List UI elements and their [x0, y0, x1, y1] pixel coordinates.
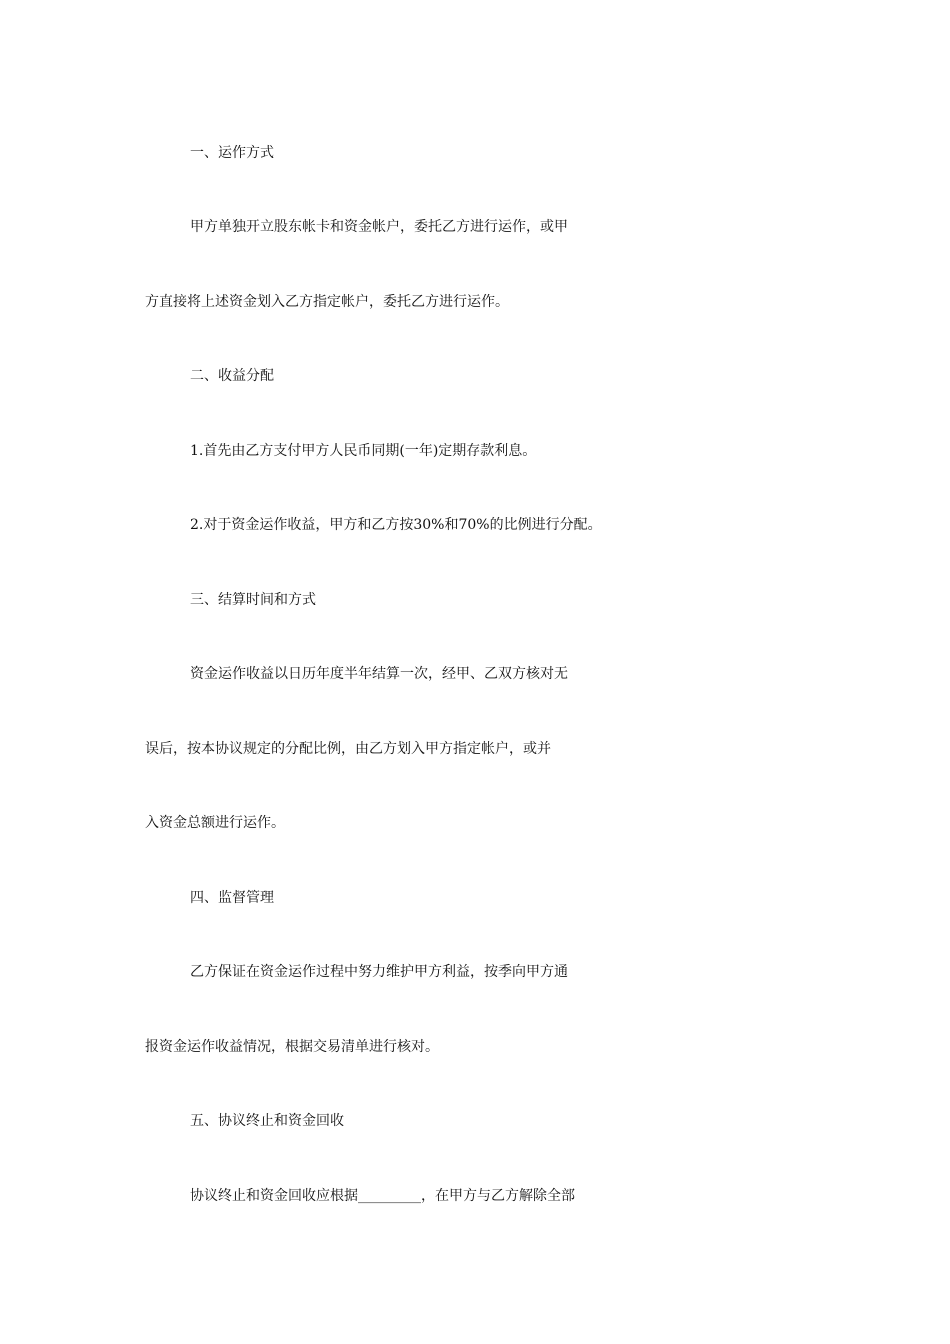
- paragraph-line: 1.首先由乙方支付甲方人民币同期(一年)定期存款利息。: [190, 443, 537, 459]
- paragraph-line: 2.对于资金运作收益，甲方和乙方按30%和70%的比例进行分配。: [190, 517, 602, 533]
- paragraph-text-before-blank: 协议终止和资金回收应根据: [190, 1188, 358, 1204]
- section-heading-3: 三、结算时间和方式: [190, 592, 316, 608]
- paragraph-line: 乙方保证在资金运作过程中努力维护甲方利益，按季向甲方通: [190, 964, 568, 980]
- paragraph-line: 方直接将上述资金划入乙方指定帐户，委托乙方进行运作。: [145, 294, 509, 310]
- paragraph-line: 甲方单独开立股东帐卡和资金帐户，委托乙方进行运作，或甲: [190, 219, 568, 235]
- section-heading-5: 五、协议终止和资金回收: [190, 1113, 344, 1129]
- section-heading-1: 一、运作方式: [190, 145, 274, 161]
- paragraph-line: 入资金总额进行运作。: [145, 815, 285, 831]
- paragraph-text-after-blank: ，在甲方与乙方解除全部: [421, 1188, 575, 1204]
- section-heading-2: 二、收益分配: [190, 368, 274, 384]
- paragraph-line: 资金运作收益以日历年度半年结算一次，经甲、乙双方核对无: [190, 666, 568, 682]
- paragraph-line: 报资金运作收益情况，根据交易清单进行核对。: [145, 1039, 439, 1055]
- section-heading-4: 四、监督管理: [190, 890, 274, 906]
- paragraph-line: 误后，按本协议规定的分配比例，由乙方划入甲方指定帐户，或并: [145, 741, 551, 757]
- fill-in-blank: _________: [358, 1188, 421, 1204]
- paragraph-line-with-blank: [0, 1181, 950, 1211]
